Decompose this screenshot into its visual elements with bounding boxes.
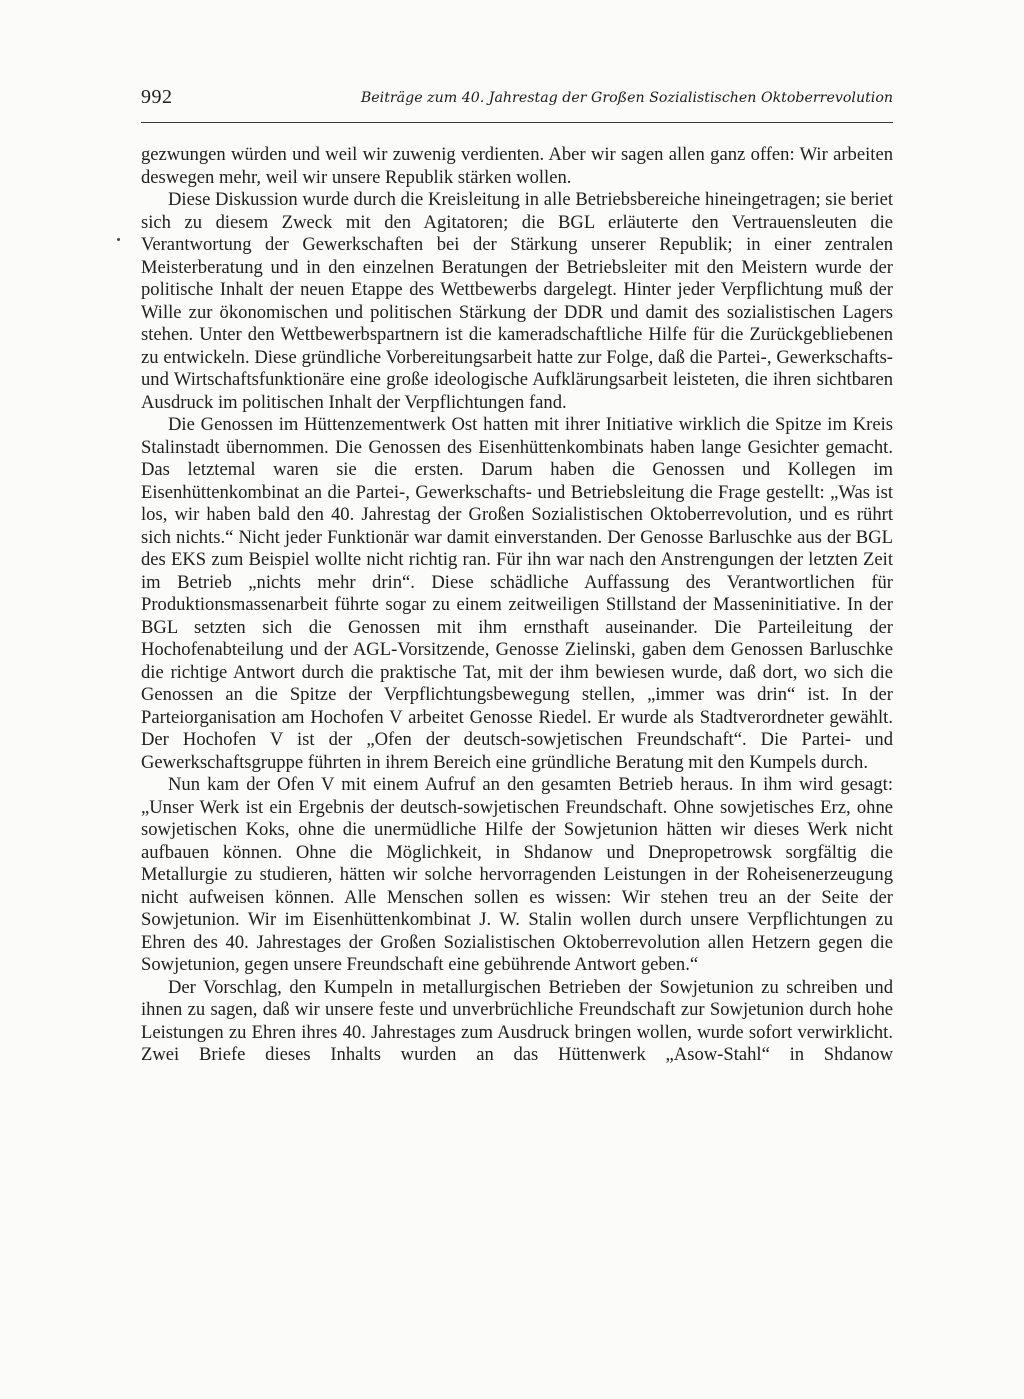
paragraph: gezwungen würden und weil wir zuwenig verdienten. Aber wir sagen allen ganz offen: Wir arbeiten deswegen mehr, weil wir unsere Republik stärken wollen. [141, 144, 893, 188]
header-rule [141, 122, 893, 123]
paragraph: Der Vorschlag, den Kumpeln in metallurgischen Betrieben der Sowjetunion zu schreiben und ihnen zu sagen, daß wir unsere feste und unverbrüchliche Freundschaft zur Sowjetunion durch hohe Leistungen zu Ehren ihres 40. Jahrestages zum Ausdruck bringen wollen, wurde sofort verwirklicht. Zwei Briefe dieses Inhalts wurden an das Hüttenwerk „Asow-Stahl“ in Shdanow [141, 976, 893, 1065]
paragraph: Diese Diskussion wurde durch die Kreisleitung in alle Betriebsbereiche hineingetragen; sie beriet sich zu diesem Zweck mit den Agitatoren; die BGL erläuterte den Vertrauensleuten die Verantwortung der Gewerkschaften bei der Stärkung unserer Republik; in einer zentralen Meisterberatung und in den einzelnen Beratungen der Betriebsleiter mit den Meistern wurde der politische Inhalt der neuen Etappe des Wettbewerbs dargelegt. Hinter jeder Verpflichtung muß der Wille zur ökonomischen und politischen Stärkung der DDR und damit des sozialistischen Lagers stehen. Unter den Wettbewerbspartnern ist die kameradschaftliche Hilfe für die Zurückgebliebenen zu entwickeln. Diese gründliche Vorbereitungsarbeit hatte zur Folge, daß die Partei-, Gewerkschafts- und Wirtschaftsfunktionäre eine große ideologische Aufklärungsarbeit leisteten, die ihren sichtbaren Ausdruck im politischen Inhalt der Verpflichtungen fand. [141, 189, 893, 413]
paragraph: Die Genossen im Hüttenzementwerk Ost hatten mit ihrer Initiative wirklich die Spitze im Kreis Stalinstadt übernommen. Die Genossen des Eisenhüttenkombinats haben lange Gesichter gemacht. Das letztemal waren sie die ersten. Darum haben die Genossen und Kollegen im Eisenhüttenkombinat an die Partei-, Gewerkschafts- und Betriebsleitung die Frage gestellt: „Was ist los, wir haben bald den 40. Jahrestag der Großen Sozialistischen Oktoberrevolution, und es rührt sich nichts.“ Nicht jeder Funktionär war damit einverstanden. Der Genosse Barluschke aus der BGL des EKS zum Beispiel wollte nicht richtig ran. Für ihn war nach den Anstrengungen der letzten Zeit im Betrieb „nichts mehr drin“. Diese schädliche Auffassung des Verantwortlichen für Produktionsmassenarbeit führte sogar zu einem zeitweiligen Stillstand der Masseninitiative. In der BGL setzten sich die Genossen mit ihm ernsthaft auseinander. Die Parteileitung der Hochofenabteilung und der AGL-Vorsitzende, Genosse Zielinski, gaben dem Genossen Barluschke die richtige Antwort durch die praktische Tat, mit der ihm bewiesen wurde, daß dort, wo sich die Genossen an die Spitze der Verpflichtungsbewegung stellen, „immer was drin“ ist. In der Parteiorganisation am Hochofen V arbeitet Genosse Riedel. Er wurde als Stadtverordneter gewählt. Der Hochofen V ist der „Ofen der deutsch-sowjetischen Freundschaft“. Die Partei- und Gewerkschaftsgruppe führten in ihrem Bereich eine gründliche Beratung mit den Kumpels durch. [141, 414, 893, 773]
margin-mark [117, 238, 120, 241]
paragraph: Nun kam der Ofen V mit einem Aufruf an den gesamten Betrieb heraus. In ihm wird gesagt: „Unser Werk ist ein Ergebnis der deutsch-sowjetischen Freundschaft. Ohne sowjetisches Erz, ohne sowjetischen Koks, ohne die unermüdliche Hilfe der Sowjetunion hätten wir dieses Werk nicht aufbauen können. Ohne die Möglichkeit, in Shdanow und Dnepropetrowsk sorgfältig die Metallurgie zu studieren, hätten wir solche hervorragenden Leistungen in der Roheisenerzeugung nicht aufweisen können. Alle Menschen sollen es wissen: Wir stehen treu an der Seite der Sowjetunion. Wir im Eisenhüttenkombinat J. W. Stalin wollen durch unsere Verpflichtungen zu Ehren des 40. Jahrestages der Großen Sozialistischen Oktoberrevolution allen Hetzern gegen die Sowjetunion, gegen unsere Freundschaft eine gebührende Antwort geben.“ [141, 774, 893, 975]
running-title: Beiträge zum 40. Jahrestag der Großen Sozialistischen Oktoberrevolution [360, 90, 893, 106]
page-header [141, 84, 893, 118]
page-number: 992 [141, 86, 173, 108]
body-text [141, 144, 893, 1067]
